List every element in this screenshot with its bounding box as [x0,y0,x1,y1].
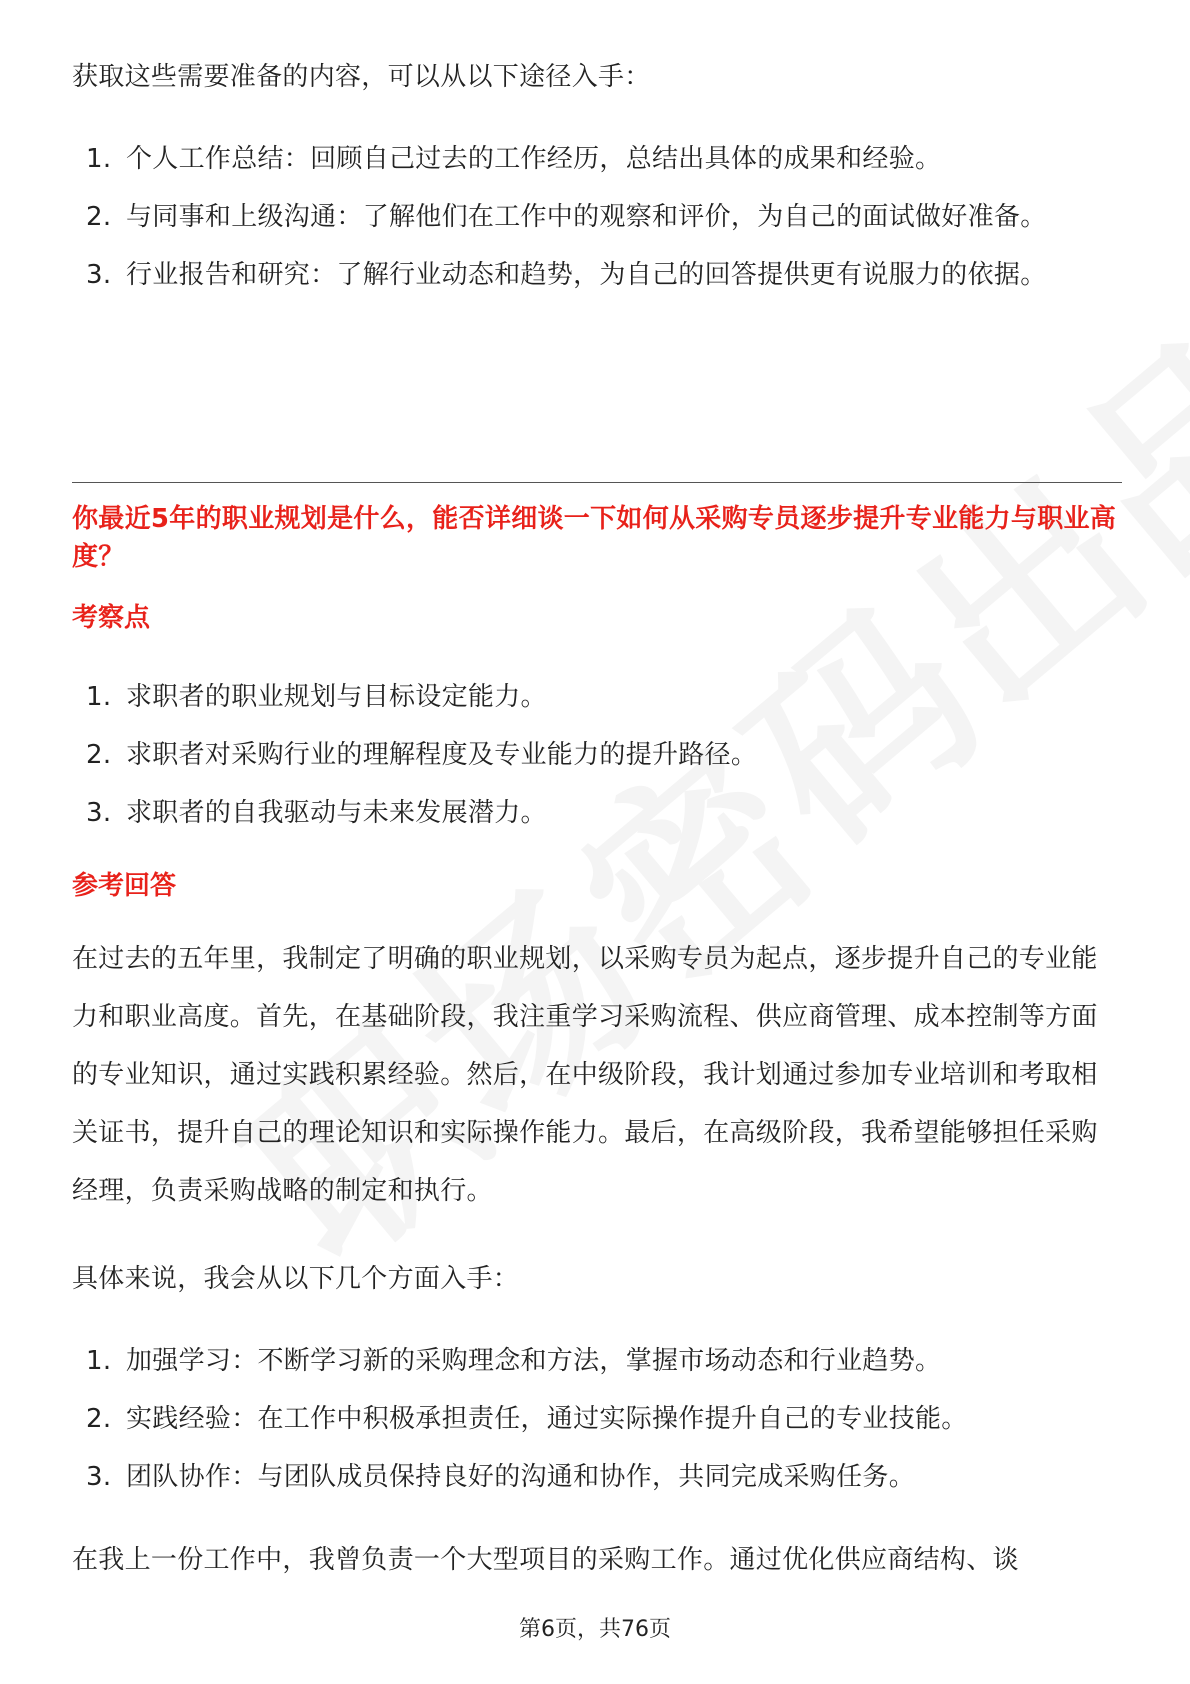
list-text: 与同事和上级沟通：了解他们在工作中的观察和评价，为自己的面试做好准备。 [126,202,1047,232]
prep-list [72,130,1122,304]
list-text: 团队协作：与团队成员保持良好的沟通和协作，共同完成采购任务。 [126,1462,916,1492]
list-number: 1. [86,682,112,712]
list-item [72,130,1122,188]
answer-heading: 参考回答 [72,871,177,901]
list-text: 行业报告和研究：了解行业动态和趋势，为自己的回答提供更有说服力的依据。 [126,260,1047,290]
list-item [72,188,1122,246]
list-text: 加强学习：不断学习新的采购理念和方法，掌握市场动态和行业趋势。 [126,1346,942,1376]
intro-paragraph: 获取这些需要准备的内容，可以从以下途径入手： [72,62,651,92]
list-number: 1. [86,1346,112,1376]
answer-list [72,1332,1122,1506]
list-number: 3. [86,798,112,828]
list-number: 2. [86,1404,112,1434]
list-text: 求职者的自我驱动与未来发展潜力。 [126,798,547,828]
answer-paragraph-1: 在过去的五年里，我制定了明确的职业规划，以采购专员为起点，逐步提升自己的专业能力和职业高度。首先，在基础阶段，我注重学习采购流程、供应商管理、成本控制等方面的专业知识，通过实践积累经验。然后，在中级阶段，我计划通过参加专业培训和考取相关证书，提升自己的理论知识和实际操作能力。最后，在高级阶段，我希望能够担任采购经理，负责采购战略的制定和执行。 [72,944,1098,1206]
page-footer: 第6页，共76页 [519,1617,671,1642]
list-text: 个人工作总结：回顾自己过去的工作经历，总结出具体的成果和经验。 [126,144,942,174]
document-page [72,0,1122,1684]
list-number: 2. [86,740,112,770]
list-number: 1. [86,144,112,174]
list-number: 3. [86,1462,112,1492]
list-item [72,1448,1122,1506]
list-item [72,246,1122,304]
list-number: 2. [86,202,112,232]
list-item [72,668,1122,726]
question-heading: 你最近5年的职业规划是什么，能否详细谈一下如何从采购专员逐步提升专业能力与职业高度？ [72,504,1117,572]
answer-paragraph-2: 具体来说，我会从以下几个方面入手： [72,1264,520,1294]
list-text: 实践经验：在工作中积极承担责任，通过实际操作提升自己的专业技能。 [126,1404,968,1434]
list-item [72,726,1122,784]
answer-paragraph-3: 在我上一份工作中，我曾负责一个大型项目的采购工作。通过优化供应商结构、谈 [72,1545,1019,1575]
list-text: 求职者对采购行业的理解程度及专业能力的提升路径。 [126,740,758,770]
points-list [72,668,1122,842]
list-number: 3. [86,260,112,290]
section-divider [72,482,1122,483]
list-text: 求职者的职业规划与目标设定能力。 [126,682,547,712]
list-item [72,784,1122,842]
list-item [72,1390,1122,1448]
list-item [72,1332,1122,1390]
points-heading: 考察点 [72,603,151,633]
